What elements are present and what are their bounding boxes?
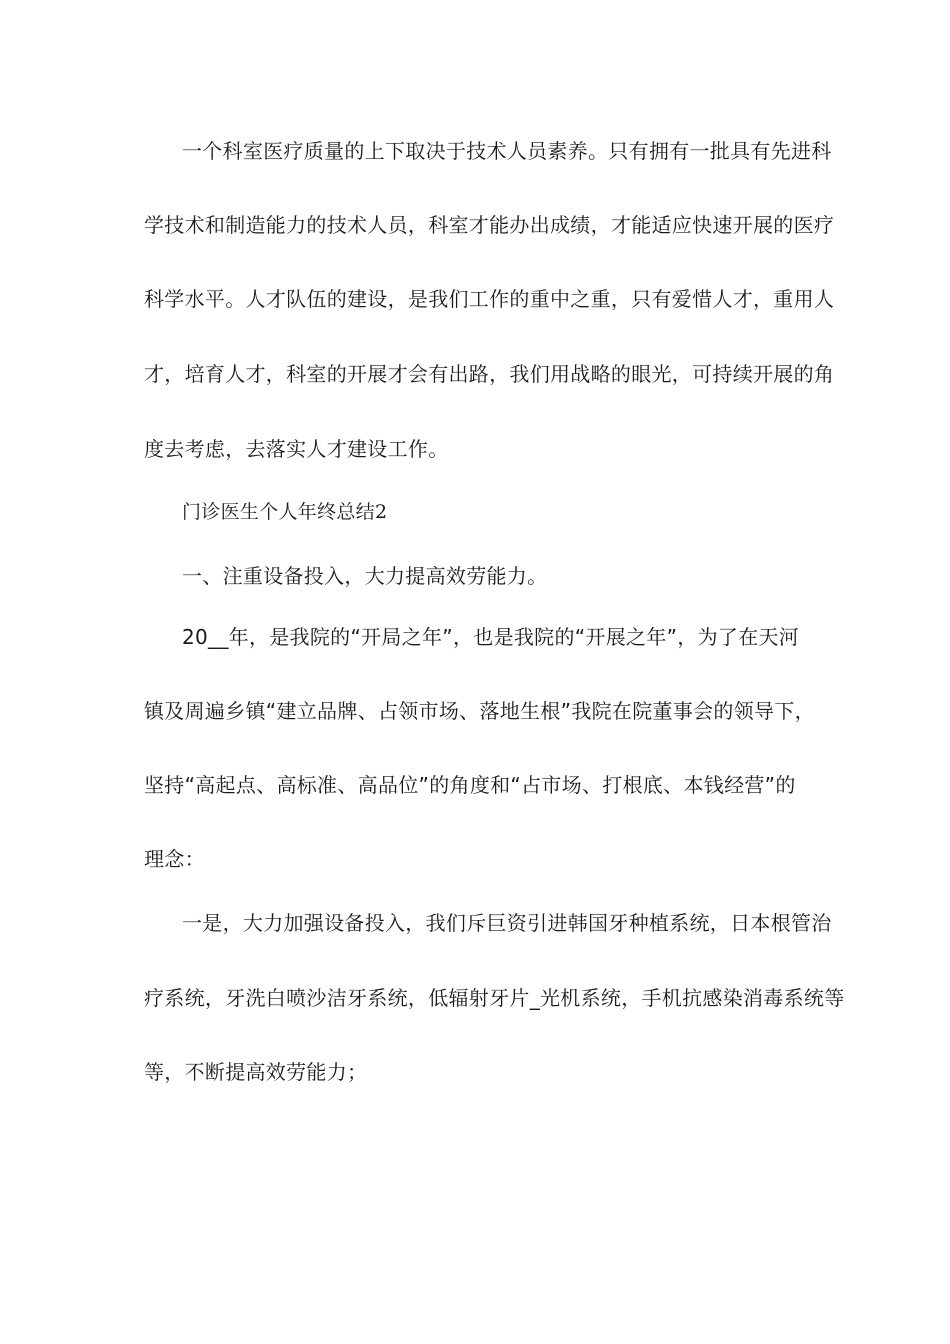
paragraph-line: 镇及周遍乡镇“建立品牌、占领市场、落地生根”我院在院董事会的领导下， bbox=[144, 699, 815, 723]
paragraph-line: 理念： bbox=[144, 847, 205, 871]
paragraph-line: 学技术和制造能力的技术人员，科室才能办出成绩，才能适应快速开展的医疗 bbox=[144, 213, 835, 237]
paragraph-line: 疗系统，牙洗白喷沙洁牙系统，低辐射牙片_光机系统，手机抗感染消毒系统等 bbox=[144, 986, 845, 1010]
paragraph-line: 20__年，是我院的“开局之年”，也是我院的“开展之年”，为了在天河 bbox=[182, 625, 800, 649]
section-heading: 一、注重设备投入，大力提高效劳能力。 bbox=[182, 564, 548, 588]
paragraph-line: 一是，大力加强设备投入，我们斥巨资引进韩国牙种植系统，日本根管治 bbox=[182, 911, 832, 935]
paragraph-line: 一个科室医疗质量的上下取决于技术人员素养。只有拥有一批具有先进科 bbox=[182, 139, 832, 163]
paragraph-line: 度去考虑，去落实人才建设工作。 bbox=[144, 437, 449, 461]
section-title: 门诊医生个人年终总结2 bbox=[182, 501, 388, 523]
paragraph-line: 坚持“高起点、高标准、高品位”的角度和“占市场、打根底、本钱经营”的 bbox=[144, 773, 796, 797]
paragraph-line: 等，不断提高效劳能力； bbox=[144, 1060, 368, 1084]
paragraph-line: 科学水平。人才队伍的建设，是我们工作的重中之重，只有爱惜人才，重用人 bbox=[144, 287, 835, 311]
paragraph-line: 才，培育人才，科室的开展才会有出路，我们用战略的眼光，可持续开展的角 bbox=[144, 362, 835, 386]
